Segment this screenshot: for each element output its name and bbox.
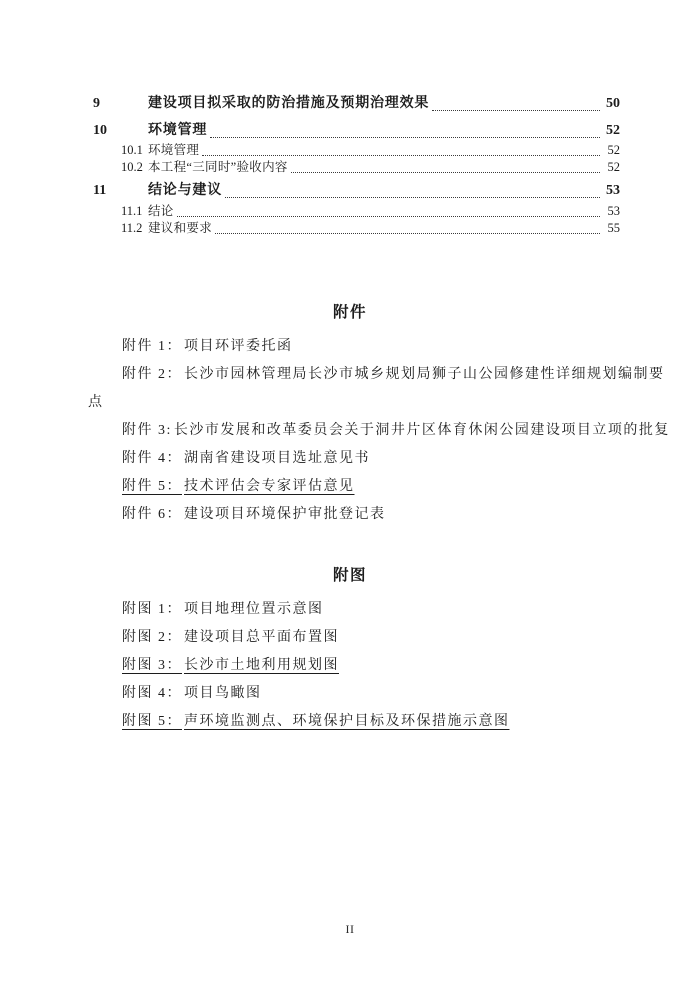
dot-leader <box>210 120 600 138</box>
attachment-label: 附件 3: <box>122 423 172 438</box>
toc-entry-number: 11 <box>93 183 107 198</box>
figure-text: 长沙市土地利用规划图 <box>184 658 339 673</box>
toc-entry-page: 52 <box>606 123 620 138</box>
toc-entry-page: 50 <box>606 96 620 111</box>
attachment-text: 技术评估会专家评估意见 <box>184 479 355 494</box>
dot-leader <box>225 180 600 198</box>
figure-label: 附图 1： <box>122 602 182 617</box>
figure-text: 项目地理位置示意图 <box>184 602 324 617</box>
attachment-text: 长沙市园林管理局长沙市城乡规划局狮子山公园修建性详细规划编制要 <box>184 367 665 382</box>
attachment-label: 附件 2： <box>122 367 182 382</box>
dot-leader <box>432 93 600 111</box>
attachment-text: 湖南省建设项目选址意见书 <box>184 451 370 466</box>
figure-label: 附图 3： <box>122 658 182 673</box>
figure-text: 建设项目总平面布置图 <box>184 630 339 645</box>
attachment-item <box>88 445 620 473</box>
toc-entry <box>88 220 620 237</box>
attachment-label: 附件 4： <box>122 451 182 466</box>
toc-entry-number: 10.2 <box>121 160 143 174</box>
table-of-contents <box>88 93 620 237</box>
attachment-text: 建设项目环境保护审批登记表 <box>184 507 386 522</box>
figure-label: 附图 4： <box>122 686 182 701</box>
figure-item <box>88 708 620 736</box>
page-number: II <box>345 922 355 936</box>
toc-entry-page: 53 <box>606 183 620 198</box>
figure-text: 声环境监测点、环境保护目标及环保措施示意图 <box>184 714 510 729</box>
figure-text: 项目鸟瞰图 <box>184 686 262 701</box>
figures-section <box>0 564 700 736</box>
toc-entry-title: 建设项目拟采取的防治措施及预期治理效果 <box>148 96 430 111</box>
attachment-text: 项目环评委托函 <box>184 339 293 354</box>
figure-item <box>88 596 620 624</box>
toc-entry-title: 本工程“三同时”验收内容 <box>148 160 288 174</box>
attachment-item-line2: 点 <box>88 395 104 410</box>
toc-entry-number: 9 <box>93 96 100 111</box>
dot-leader <box>291 159 600 173</box>
toc-entry-title: 结论 <box>148 204 174 218</box>
figure-item <box>88 680 620 708</box>
attachment-label: 附件 6： <box>122 507 182 522</box>
toc-entry-number: 11.2 <box>121 221 143 235</box>
attachment-label: 附件 5： <box>122 479 182 494</box>
toc-entry-page: 52 <box>607 160 620 174</box>
figures-heading: 附图 <box>332 567 367 584</box>
toc-entry <box>88 120 620 142</box>
toc-entry <box>88 159 620 176</box>
toc-entry-title: 结论与建议 <box>148 183 222 198</box>
dot-leader <box>202 142 600 156</box>
figure-item <box>88 624 620 652</box>
toc-entry-title: 建议和要求 <box>148 221 213 235</box>
toc-entry-title: 环境管理 <box>148 123 208 138</box>
toc-entry <box>88 142 620 159</box>
figure-item <box>88 652 620 680</box>
dot-leader <box>177 203 600 217</box>
toc-entry <box>88 203 620 220</box>
figures-list <box>0 596 700 736</box>
toc-entry-page: 52 <box>607 143 620 157</box>
attachment-item <box>88 473 620 501</box>
attachments-heading: 附件 <box>332 304 367 321</box>
attachment-item <box>88 361 665 417</box>
attachment-item-line1 <box>88 361 665 389</box>
toc-entry-number: 11.1 <box>121 204 143 218</box>
attachments-section <box>0 301 700 529</box>
figure-label: 附图 5： <box>122 714 182 729</box>
dot-leader <box>215 220 600 234</box>
attachment-item <box>88 333 620 361</box>
toc-entry-number: 10 <box>93 123 107 138</box>
toc-entry-page: 55 <box>607 221 620 235</box>
toc-entry-page: 53 <box>607 204 620 218</box>
attachment-item <box>88 417 670 445</box>
attachments-list <box>0 333 700 529</box>
attachment-item <box>88 501 620 529</box>
toc-entry <box>88 93 620 115</box>
attachment-text: 长沙市发展和改革委员会关于洞井片区体育休闲公园建设项目立项的批复 <box>173 423 670 438</box>
toc-entry-title: 环境管理 <box>148 143 200 157</box>
figure-label: 附图 2： <box>122 630 182 645</box>
toc-entry-number: 10.1 <box>121 143 143 157</box>
attachment-label: 附件 1： <box>122 339 182 354</box>
toc-entry <box>88 180 620 202</box>
